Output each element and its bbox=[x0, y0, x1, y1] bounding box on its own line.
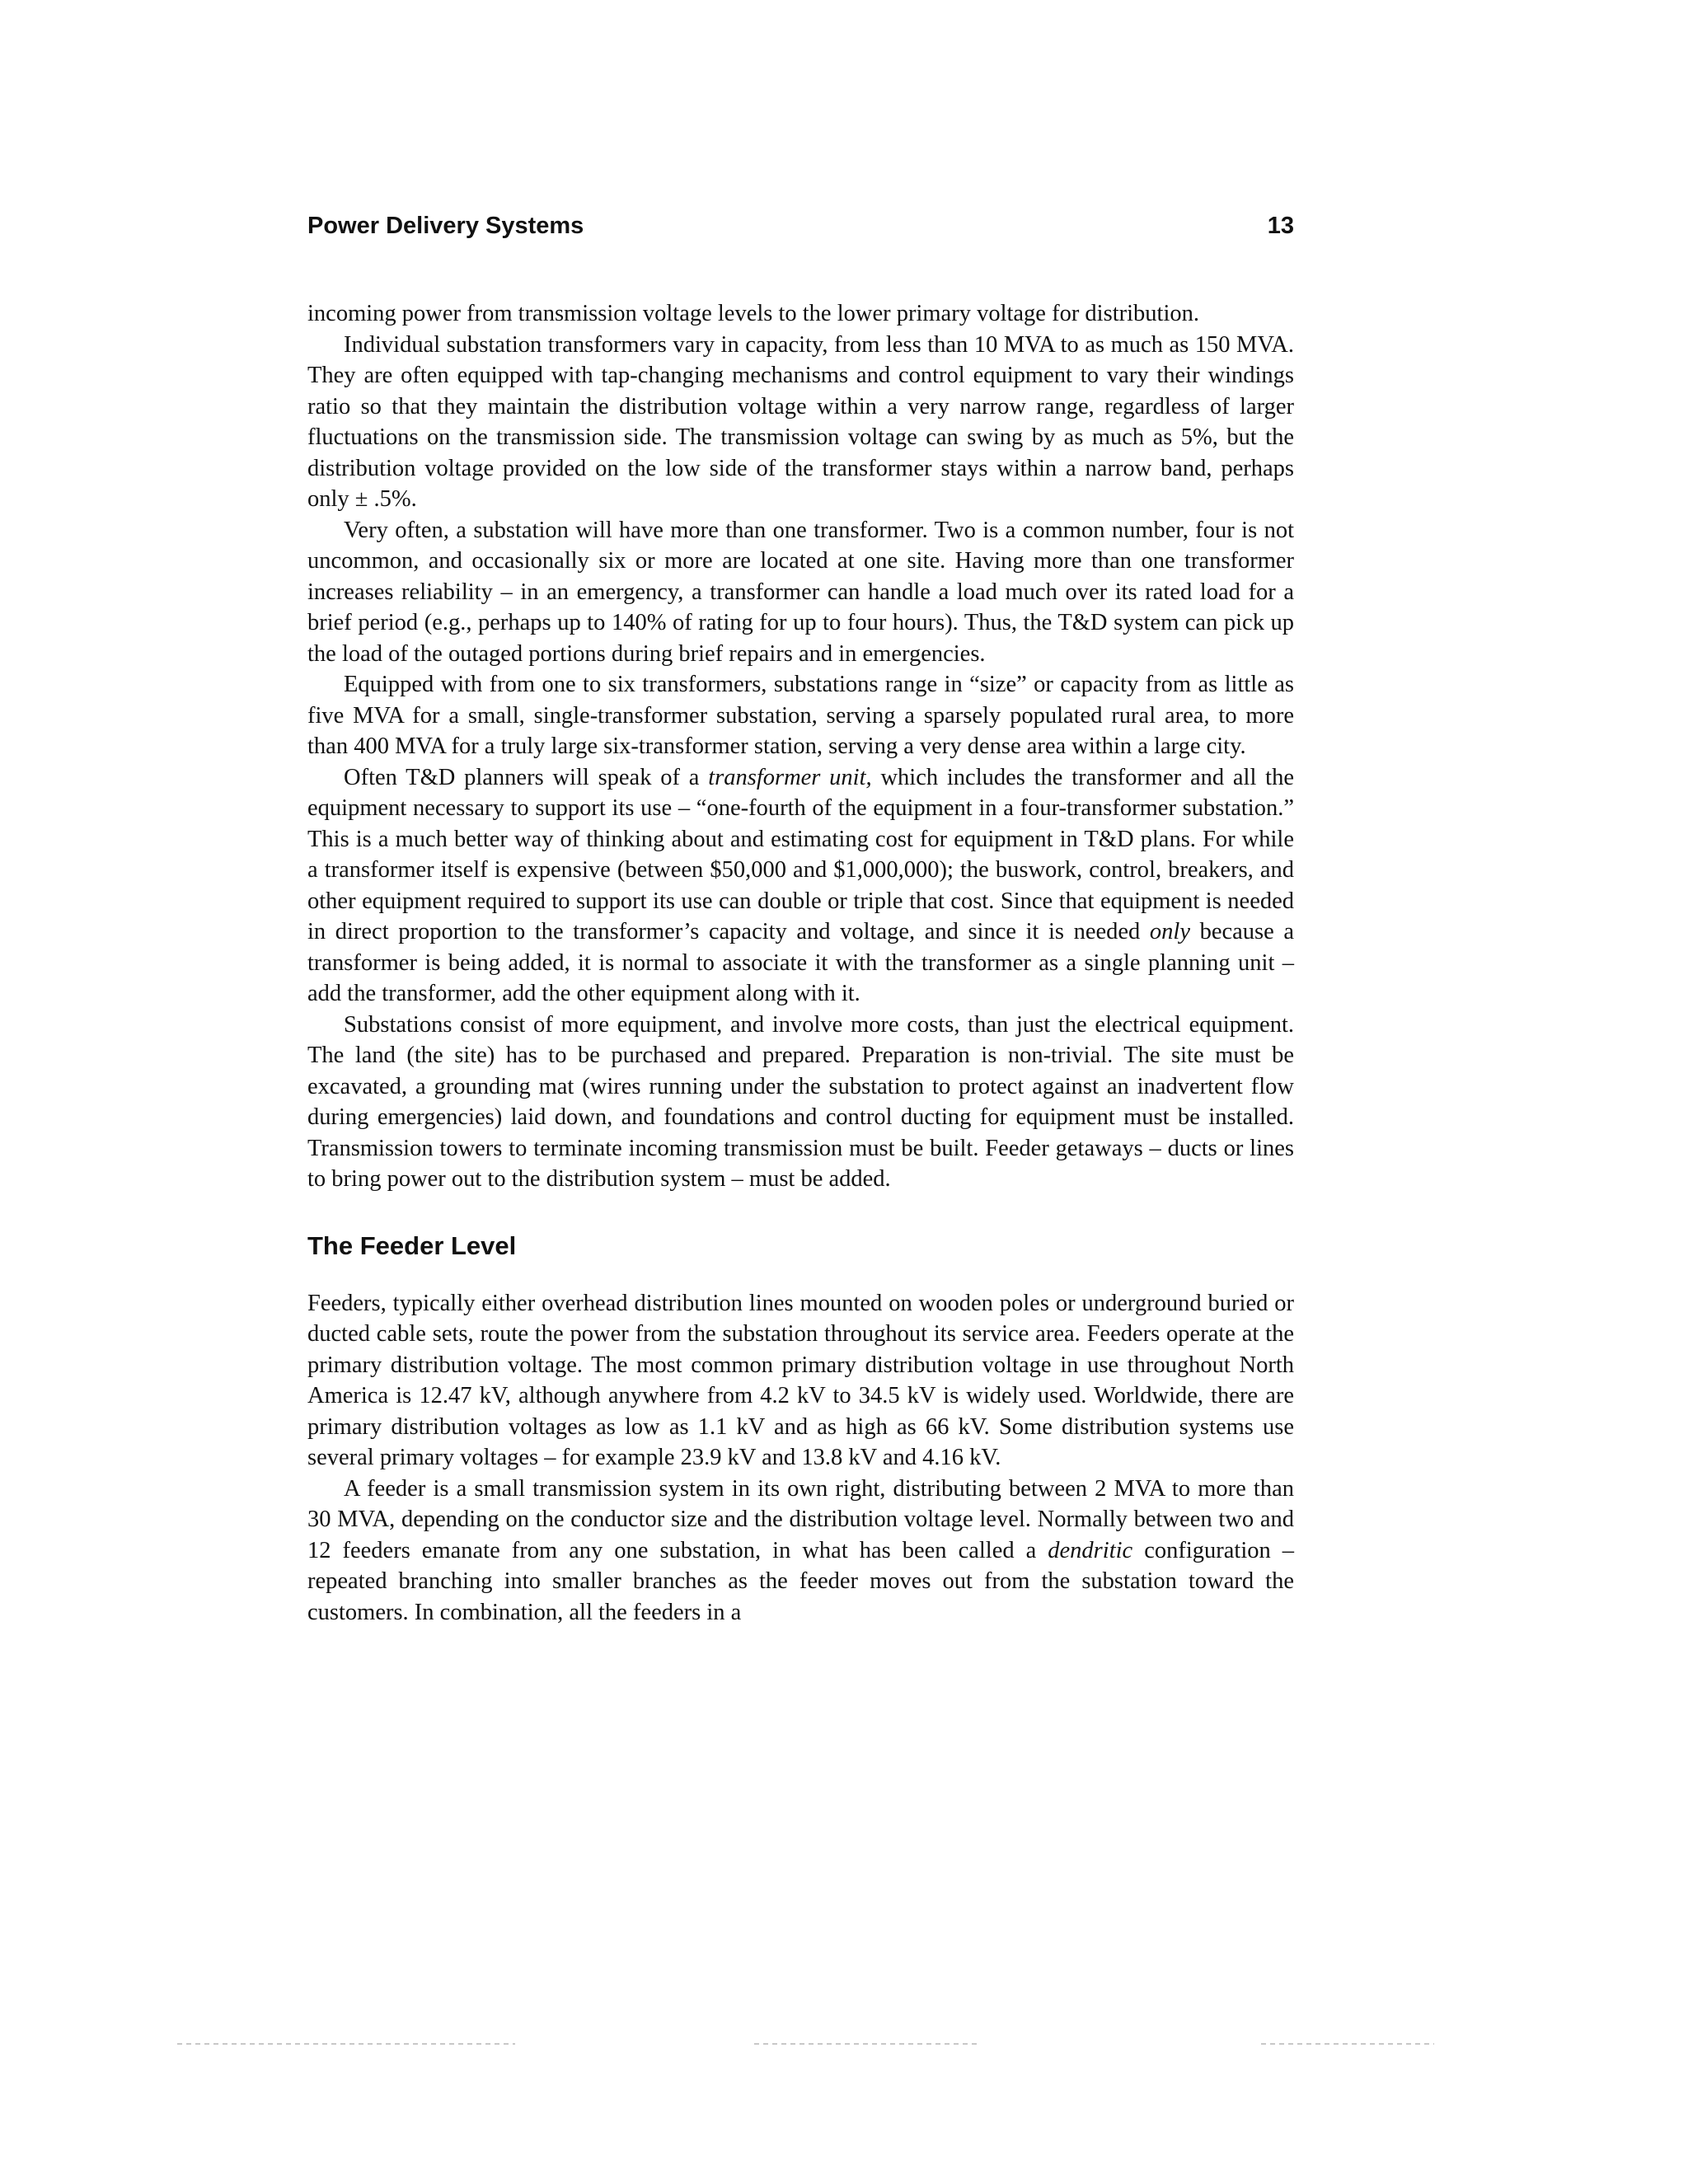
paragraph-7: Feeders, typically either overhead distribution lines mounted on wooden poles or underground buried or ducted cable sets, route the power from the substation throughout its service area. Feeders operate at the primary distribution voltage. The most common primary distribution voltage in use throughout North America is 12.47 kV, although anywhere from 4.2 kV to 34.5 kV is widely used. Worldwide, there are primary distribution voltages as low as 1.1 kV and as high as 66 kV. Some distribution systems use several primary voltages – for example 23.9 kV and 13.8 kV and 4.16 kV. bbox=[307, 1290, 1294, 1470]
term-transformer-unit: transformer unit, bbox=[708, 764, 872, 790]
paragraph-4: Equipped with from one to six transformers, substations range in “size” or capacity from as little as five MVA for a small, single-transformer substation, serving a sparsely populated rural area, to more than 400 MVA for a truly large six-transformer station, serving a very dense area within a large city. bbox=[307, 672, 1294, 759]
term-dendritic: dendritic bbox=[1048, 1537, 1133, 1563]
running-title: Power Delivery Systems bbox=[307, 213, 584, 239]
scan-artifact-rule-middle bbox=[754, 2043, 981, 2045]
paragraph-3: Very often, a substation will have more than one transformer. Two is a common number, four is not uncommon, and occasionally six or more are located at one site. Having more than one transformer increases reliability – in an emergency, a transformer can handle a load much over its rated load for a brief period (e.g., perhaps up to 140% of rating for up to four hours). Thus, the T&D system can pick up the load of the outaged portions during brief repairs and in emergencies. bbox=[307, 517, 1294, 667]
paragraph-8-text-b: configuration – repeated branching into smaller branches as the feeder moves out from the substation toward the customers. In combination, all the feeders in a bbox=[307, 1537, 1294, 1625]
paragraph-8 bbox=[307, 1474, 1294, 1629]
paragraph-1: incoming power from transmission voltage levels to the lower primary voltage for distribution. bbox=[307, 301, 1199, 326]
section-heading: The Feeder Level bbox=[307, 1230, 517, 1260]
paragraph-8-text-a: A feeder is a small transmission system in its own right, distributing between 2 MVA to more than 30 MVA, depending on the conductor size and the distribution voltage level. Normally between two and 12 feeders emanate from any one substation, in what has been called a bbox=[307, 1475, 1294, 1563]
paragraph-5-text-a: Often T&D planners will speak of a bbox=[344, 764, 709, 790]
body-text bbox=[307, 298, 1294, 1628]
scan-artifact-rule-left bbox=[177, 2043, 515, 2045]
running-header bbox=[307, 213, 1294, 251]
paragraph-2: Individual substation transformers vary in capacity, from less than 10 MVA to as much as 150 MVA. They are often equipped with tap-changing mechanisms and control equipment to vary their windings ratio so that they maintain the distribution voltage within a very narrow range, regardless of larger fluctuations on the transmission side. The transmission voltage can swing by as much as 5%, but the distribution voltage provided on the low side of the transformer stays within a narrow band, perhaps only ± .5%. bbox=[307, 331, 1294, 512]
paragraph-5 bbox=[307, 762, 1294, 1010]
scan-artifact-rule-right bbox=[1261, 2043, 1434, 2045]
paragraph-5-text-b: which includes the transformer and all the equipment necessary to support its use – “one-fourth of the equipment in a four-transformer substation.” This is a much better way of thinking about and estimating cost for equipment in T&D plans. For while a transformer itself is expensive (between $50,000 and $1,000,000); the buswork, control, breakers, and other equipment required to support its use can double or triple that cost. Since that equipment is needed in direct proportion to the transformer’s capacity and voltage, and since it is needed bbox=[307, 764, 1294, 944]
paragraph-6: Substations consist of more equipment, and involve more costs, than just the electrical equipment. The land (the site) has to be purchased and prepared. Preparation is non-trivial. The site must be excavated, a grounding mat (wires running under the substation to protect against an inadvertent flow during emergencies) laid down, and foundations and control ducting for equipment must be installed. Transmission towers to terminate incoming transmission must be built. Feeder getaways – ducts or lines to bring power out to the distribution system – must be added. bbox=[307, 1011, 1294, 1192]
paragraph-5-text-c: because a transformer is being added, it is normal to associate it with the transformer as a single planning unit – add the transformer, add the other equipment along with it. bbox=[307, 919, 1294, 1006]
page-number: 13 bbox=[1267, 213, 1294, 239]
emphasis-only: only bbox=[1149, 919, 1190, 944]
